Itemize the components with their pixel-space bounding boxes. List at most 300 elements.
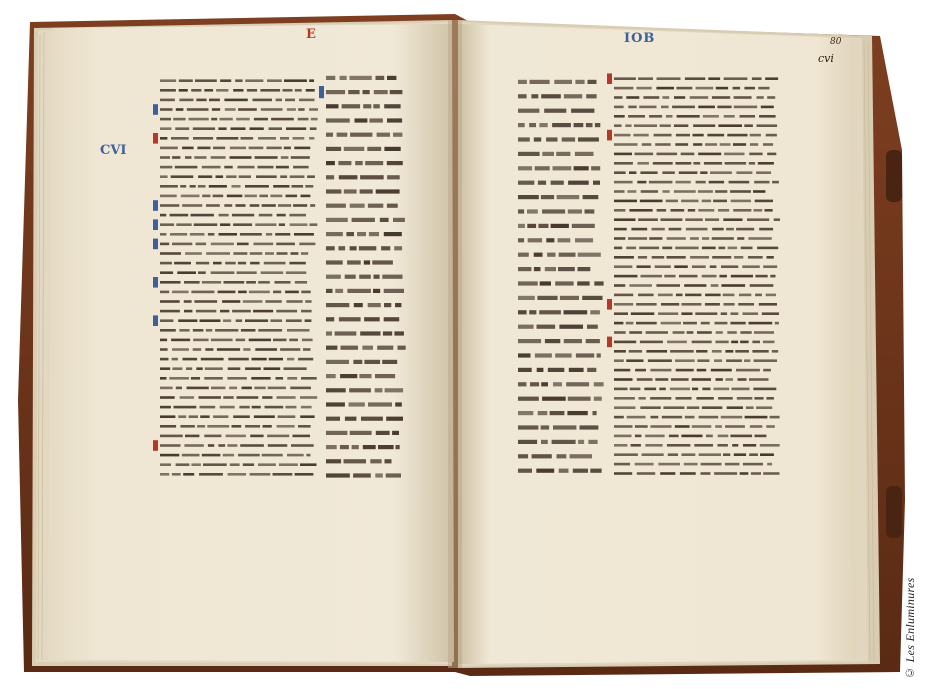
gloss-line bbox=[714, 359, 722, 362]
gloss-line bbox=[749, 322, 773, 325]
gloss-line bbox=[225, 108, 236, 111]
text-line bbox=[326, 331, 332, 335]
text-line bbox=[578, 253, 601, 257]
gloss-line bbox=[724, 77, 748, 80]
text-line bbox=[531, 94, 538, 98]
text-line bbox=[344, 189, 357, 193]
gloss-line bbox=[614, 472, 632, 475]
text-line bbox=[535, 166, 550, 170]
gloss-line bbox=[260, 89, 280, 92]
gloss-line bbox=[629, 209, 652, 212]
text-line bbox=[559, 253, 576, 257]
gloss-line bbox=[197, 147, 210, 150]
text-line bbox=[345, 275, 356, 279]
gloss-line bbox=[763, 472, 779, 475]
gloss-line bbox=[300, 415, 314, 418]
gloss-line bbox=[670, 388, 690, 391]
gloss-line bbox=[746, 406, 754, 409]
gloss-line bbox=[702, 200, 711, 203]
text-line bbox=[368, 204, 383, 208]
gloss-line bbox=[160, 137, 167, 140]
text-line bbox=[518, 411, 533, 415]
gloss-line bbox=[198, 271, 206, 274]
gloss-line bbox=[770, 416, 780, 419]
text-line bbox=[364, 360, 380, 364]
gloss-line bbox=[212, 108, 220, 111]
gloss-line bbox=[664, 275, 675, 278]
text-line bbox=[553, 382, 562, 386]
gloss-line bbox=[250, 473, 271, 476]
text-line bbox=[342, 104, 361, 108]
gloss-line bbox=[688, 209, 695, 212]
gloss-line bbox=[645, 435, 664, 438]
gloss-line bbox=[233, 89, 243, 92]
gloss-line bbox=[655, 143, 670, 146]
gloss-line bbox=[723, 294, 735, 297]
gloss-line bbox=[758, 162, 774, 165]
gloss-line bbox=[694, 444, 713, 447]
text-line bbox=[518, 425, 538, 429]
gloss-line bbox=[232, 185, 241, 188]
gloss-line bbox=[725, 425, 745, 428]
text-line bbox=[339, 317, 361, 321]
text-line bbox=[357, 232, 366, 236]
gloss-line bbox=[295, 281, 307, 284]
gloss-line bbox=[183, 473, 194, 476]
gloss-line bbox=[224, 281, 245, 284]
gloss-line bbox=[685, 218, 703, 221]
gloss-line bbox=[645, 444, 662, 447]
gloss-line bbox=[765, 77, 778, 80]
gloss-line bbox=[195, 79, 217, 82]
gloss-line bbox=[160, 444, 181, 447]
gloss-line bbox=[743, 312, 759, 315]
text-line bbox=[530, 382, 539, 386]
gloss-line bbox=[191, 89, 201, 92]
gloss-line bbox=[752, 350, 768, 353]
gloss-line bbox=[280, 137, 289, 140]
gloss-line bbox=[160, 252, 181, 255]
gloss-line bbox=[172, 348, 189, 351]
gloss-line bbox=[759, 115, 776, 118]
text-line bbox=[518, 94, 527, 98]
text-line bbox=[338, 161, 351, 165]
gloss-line bbox=[265, 300, 281, 303]
gloss-line bbox=[309, 108, 318, 111]
gloss-line bbox=[193, 339, 208, 342]
text-line bbox=[368, 402, 392, 406]
gloss-line bbox=[614, 435, 632, 438]
text-line bbox=[375, 388, 383, 392]
text-line bbox=[545, 267, 556, 271]
gloss-line bbox=[160, 435, 183, 438]
gloss-line bbox=[184, 444, 203, 447]
gloss-line bbox=[681, 435, 702, 438]
gloss-line bbox=[301, 406, 312, 409]
gloss-line bbox=[614, 153, 632, 156]
gloss-line bbox=[295, 473, 314, 476]
gloss-line bbox=[649, 181, 673, 184]
gloss-line bbox=[233, 223, 252, 226]
gloss-line bbox=[291, 252, 299, 255]
gloss-line bbox=[160, 166, 172, 169]
gloss-line bbox=[642, 143, 652, 146]
text-line bbox=[547, 253, 555, 257]
gloss-line bbox=[240, 444, 264, 447]
gloss-line bbox=[178, 319, 197, 322]
text-line bbox=[350, 204, 365, 208]
gloss-line bbox=[662, 416, 682, 419]
gloss-line bbox=[185, 252, 202, 255]
text-line bbox=[518, 209, 524, 213]
gloss-line bbox=[721, 265, 738, 268]
gloss-line bbox=[702, 275, 717, 278]
gloss-line bbox=[708, 77, 720, 80]
gloss-line bbox=[160, 175, 168, 178]
text-line bbox=[518, 181, 534, 185]
gloss-line bbox=[626, 359, 643, 362]
text-line bbox=[376, 431, 390, 435]
gloss-line bbox=[278, 204, 291, 207]
text-line bbox=[326, 189, 341, 193]
gloss-line bbox=[670, 350, 694, 353]
gloss-line bbox=[731, 312, 739, 315]
gloss-line bbox=[228, 367, 241, 370]
gloss-line bbox=[756, 171, 771, 174]
gloss-line bbox=[727, 331, 737, 334]
gloss-line bbox=[709, 181, 724, 184]
gloss-line bbox=[614, 77, 636, 80]
gloss-line bbox=[751, 472, 761, 475]
gloss-line bbox=[625, 124, 631, 127]
gloss-line bbox=[727, 134, 747, 137]
gloss-line bbox=[173, 118, 185, 121]
gloss-line bbox=[233, 252, 247, 255]
gloss-line bbox=[191, 291, 214, 294]
gloss-line bbox=[294, 233, 314, 236]
text-line bbox=[595, 123, 600, 127]
gloss-line bbox=[699, 453, 721, 456]
gloss-line bbox=[668, 453, 678, 456]
gloss-line bbox=[639, 247, 659, 250]
gloss-line bbox=[713, 200, 727, 203]
gloss-line bbox=[655, 378, 668, 381]
gloss-line bbox=[711, 369, 732, 372]
gloss-line bbox=[198, 185, 206, 188]
gloss-line bbox=[290, 175, 305, 178]
gloss-line bbox=[629, 350, 642, 353]
gloss-line bbox=[240, 233, 262, 236]
gloss-line bbox=[172, 243, 192, 246]
gloss-line bbox=[252, 358, 267, 361]
decorated-initial bbox=[153, 133, 158, 144]
gloss-line bbox=[245, 319, 268, 322]
gloss-line bbox=[176, 387, 182, 390]
gloss-line bbox=[654, 134, 672, 137]
gloss-line bbox=[250, 252, 262, 255]
decorated-initial bbox=[153, 200, 158, 211]
text-line bbox=[555, 353, 571, 357]
text-line bbox=[518, 80, 527, 84]
gloss-line bbox=[759, 228, 773, 231]
gloss-line bbox=[220, 310, 229, 313]
text-line bbox=[367, 147, 381, 151]
gloss-line bbox=[204, 377, 223, 380]
gloss-line bbox=[718, 435, 729, 438]
text-line bbox=[326, 175, 334, 179]
gloss-line bbox=[655, 265, 671, 268]
gloss-line bbox=[223, 454, 234, 457]
gloss-line bbox=[191, 377, 200, 380]
gloss-line bbox=[293, 435, 311, 438]
text-line bbox=[360, 175, 384, 179]
text-line bbox=[326, 360, 349, 364]
text-line bbox=[387, 118, 402, 122]
gloss-line bbox=[213, 195, 224, 198]
text-line bbox=[373, 104, 380, 108]
text-line bbox=[553, 166, 572, 170]
text-line bbox=[370, 459, 381, 463]
gloss-line bbox=[614, 171, 626, 174]
gloss-line bbox=[220, 79, 231, 82]
gloss-line bbox=[614, 190, 625, 193]
gloss-line bbox=[238, 108, 257, 111]
gloss-line bbox=[305, 185, 313, 188]
gloss-line bbox=[160, 425, 176, 428]
gloss-line bbox=[671, 378, 689, 381]
text-line bbox=[559, 469, 569, 473]
gloss-line bbox=[754, 331, 774, 334]
text-line bbox=[384, 303, 391, 307]
gloss-line bbox=[675, 247, 698, 250]
text-line bbox=[335, 289, 343, 293]
text-line bbox=[518, 267, 531, 271]
gloss-line bbox=[735, 350, 749, 353]
gloss-line bbox=[277, 252, 288, 255]
gloss-line bbox=[653, 162, 673, 165]
gloss-line bbox=[226, 175, 237, 178]
gloss-line bbox=[767, 463, 772, 466]
right-page bbox=[458, 24, 856, 664]
text-line bbox=[518, 368, 532, 372]
gloss-line bbox=[232, 214, 254, 217]
gloss-line bbox=[767, 96, 775, 99]
gloss-line bbox=[265, 252, 274, 255]
gloss-line bbox=[287, 377, 297, 380]
gloss-line bbox=[243, 348, 250, 351]
gloss-line bbox=[712, 228, 724, 231]
gloss-line bbox=[178, 415, 186, 418]
text-line bbox=[326, 459, 341, 463]
gloss-line bbox=[754, 359, 777, 362]
gloss-line bbox=[614, 218, 636, 221]
text-line bbox=[518, 253, 529, 257]
gloss-line bbox=[614, 294, 633, 297]
text-line bbox=[575, 80, 584, 84]
gloss-line bbox=[176, 108, 184, 111]
text-line bbox=[326, 218, 348, 222]
gloss-line bbox=[223, 319, 231, 322]
text-line bbox=[394, 246, 402, 250]
gloss-line bbox=[705, 303, 720, 306]
gloss-line bbox=[657, 153, 678, 156]
text-line bbox=[537, 368, 544, 372]
text-line bbox=[541, 440, 548, 444]
text-line bbox=[541, 195, 554, 199]
gloss-line bbox=[224, 166, 232, 169]
gloss-line bbox=[273, 473, 293, 476]
text-line bbox=[395, 402, 402, 406]
gloss-line bbox=[187, 108, 209, 111]
gloss-line bbox=[305, 319, 312, 322]
gloss-line bbox=[160, 463, 171, 466]
text-line bbox=[375, 473, 383, 477]
gloss-line bbox=[299, 99, 315, 102]
gloss-line bbox=[646, 350, 667, 353]
gloss-line bbox=[748, 237, 771, 240]
text-line bbox=[387, 76, 396, 80]
gloss-line bbox=[193, 137, 213, 140]
gloss-line bbox=[208, 233, 215, 236]
text-line bbox=[326, 232, 343, 236]
gloss-line bbox=[702, 388, 710, 391]
text-line bbox=[349, 388, 371, 392]
gloss-line bbox=[732, 444, 738, 447]
text-line bbox=[537, 325, 556, 329]
gloss-line bbox=[286, 319, 302, 322]
text-line bbox=[594, 281, 603, 285]
gloss-line bbox=[207, 425, 229, 428]
gloss-line bbox=[174, 406, 197, 409]
text-line bbox=[355, 118, 368, 122]
gloss-line bbox=[630, 388, 641, 391]
text-line bbox=[570, 454, 592, 458]
gloss-line bbox=[671, 209, 685, 212]
gloss-line bbox=[661, 303, 679, 306]
gutter bbox=[448, 20, 462, 668]
text-line bbox=[539, 310, 561, 314]
gloss-line bbox=[160, 89, 176, 92]
gloss-line bbox=[762, 312, 779, 315]
text-line bbox=[385, 388, 404, 392]
text-line bbox=[542, 209, 565, 213]
gloss-line bbox=[627, 416, 646, 419]
gloss-line bbox=[160, 195, 177, 198]
gloss-line bbox=[637, 265, 651, 268]
gloss-line bbox=[628, 237, 647, 240]
text-line bbox=[571, 109, 594, 113]
text-line bbox=[587, 325, 598, 329]
gloss-line bbox=[739, 294, 751, 297]
text-line bbox=[538, 181, 546, 185]
gloss-line bbox=[614, 341, 636, 344]
gloss-line bbox=[258, 281, 270, 284]
gloss-line bbox=[682, 303, 702, 306]
text-line bbox=[568, 397, 591, 401]
text-line bbox=[586, 339, 600, 343]
gloss-line bbox=[661, 218, 683, 221]
gloss-line bbox=[614, 124, 622, 127]
gloss-line bbox=[737, 237, 744, 240]
text-line bbox=[578, 137, 599, 141]
text-line bbox=[377, 133, 390, 137]
text-line bbox=[564, 94, 582, 98]
gloss-line bbox=[281, 156, 289, 159]
gloss-line bbox=[277, 214, 286, 217]
text-line bbox=[518, 454, 528, 458]
gloss-line bbox=[190, 233, 205, 236]
gloss-line bbox=[211, 156, 226, 159]
text-line bbox=[335, 331, 357, 335]
gloss-line bbox=[692, 425, 712, 428]
gloss-line bbox=[626, 322, 634, 325]
gloss-line bbox=[298, 118, 309, 121]
gloss-line bbox=[250, 204, 260, 207]
text-line bbox=[518, 123, 525, 127]
gloss-line bbox=[710, 171, 732, 174]
gloss-line bbox=[614, 322, 623, 325]
gloss-line bbox=[290, 223, 308, 226]
gloss-line bbox=[693, 134, 704, 137]
text-line bbox=[535, 353, 552, 357]
gloss-line bbox=[730, 435, 752, 438]
text-line bbox=[588, 80, 597, 84]
gloss-line bbox=[639, 106, 656, 109]
gloss-line bbox=[737, 397, 753, 400]
gloss-line bbox=[681, 312, 692, 315]
gloss-line bbox=[243, 463, 254, 466]
gloss-line bbox=[635, 425, 648, 428]
gloss-line bbox=[745, 416, 768, 419]
gloss-line bbox=[284, 79, 307, 82]
text-line bbox=[326, 104, 339, 108]
text-line bbox=[360, 331, 380, 335]
text-line bbox=[593, 411, 597, 415]
gloss-line bbox=[262, 454, 283, 457]
text-line bbox=[345, 417, 357, 421]
gloss-line bbox=[639, 397, 646, 400]
text-line bbox=[529, 123, 536, 127]
gloss-line bbox=[216, 89, 228, 92]
text-line bbox=[591, 166, 600, 170]
text-line bbox=[374, 90, 388, 94]
text-line bbox=[542, 152, 554, 156]
gloss-line bbox=[614, 369, 630, 372]
gloss-line bbox=[754, 209, 763, 212]
gloss-line bbox=[249, 291, 270, 294]
gloss-line bbox=[300, 396, 317, 399]
gloss-line bbox=[741, 247, 753, 250]
gloss-line bbox=[750, 134, 761, 137]
text-line bbox=[384, 317, 400, 321]
gloss-line bbox=[614, 143, 638, 146]
gloss-line bbox=[251, 377, 270, 380]
gloss-line bbox=[298, 108, 304, 111]
gloss-line bbox=[196, 99, 206, 102]
gloss-line bbox=[180, 185, 186, 188]
text-line bbox=[352, 218, 375, 222]
gloss-line bbox=[276, 243, 295, 246]
text-line bbox=[365, 161, 383, 165]
text-line bbox=[574, 166, 589, 170]
gloss-line bbox=[258, 329, 282, 332]
gloss-line bbox=[303, 348, 311, 351]
gloss-line bbox=[710, 265, 717, 268]
gloss-line bbox=[270, 319, 282, 322]
gloss-line bbox=[724, 153, 744, 156]
text-line bbox=[577, 281, 589, 285]
gloss-line bbox=[261, 271, 284, 274]
